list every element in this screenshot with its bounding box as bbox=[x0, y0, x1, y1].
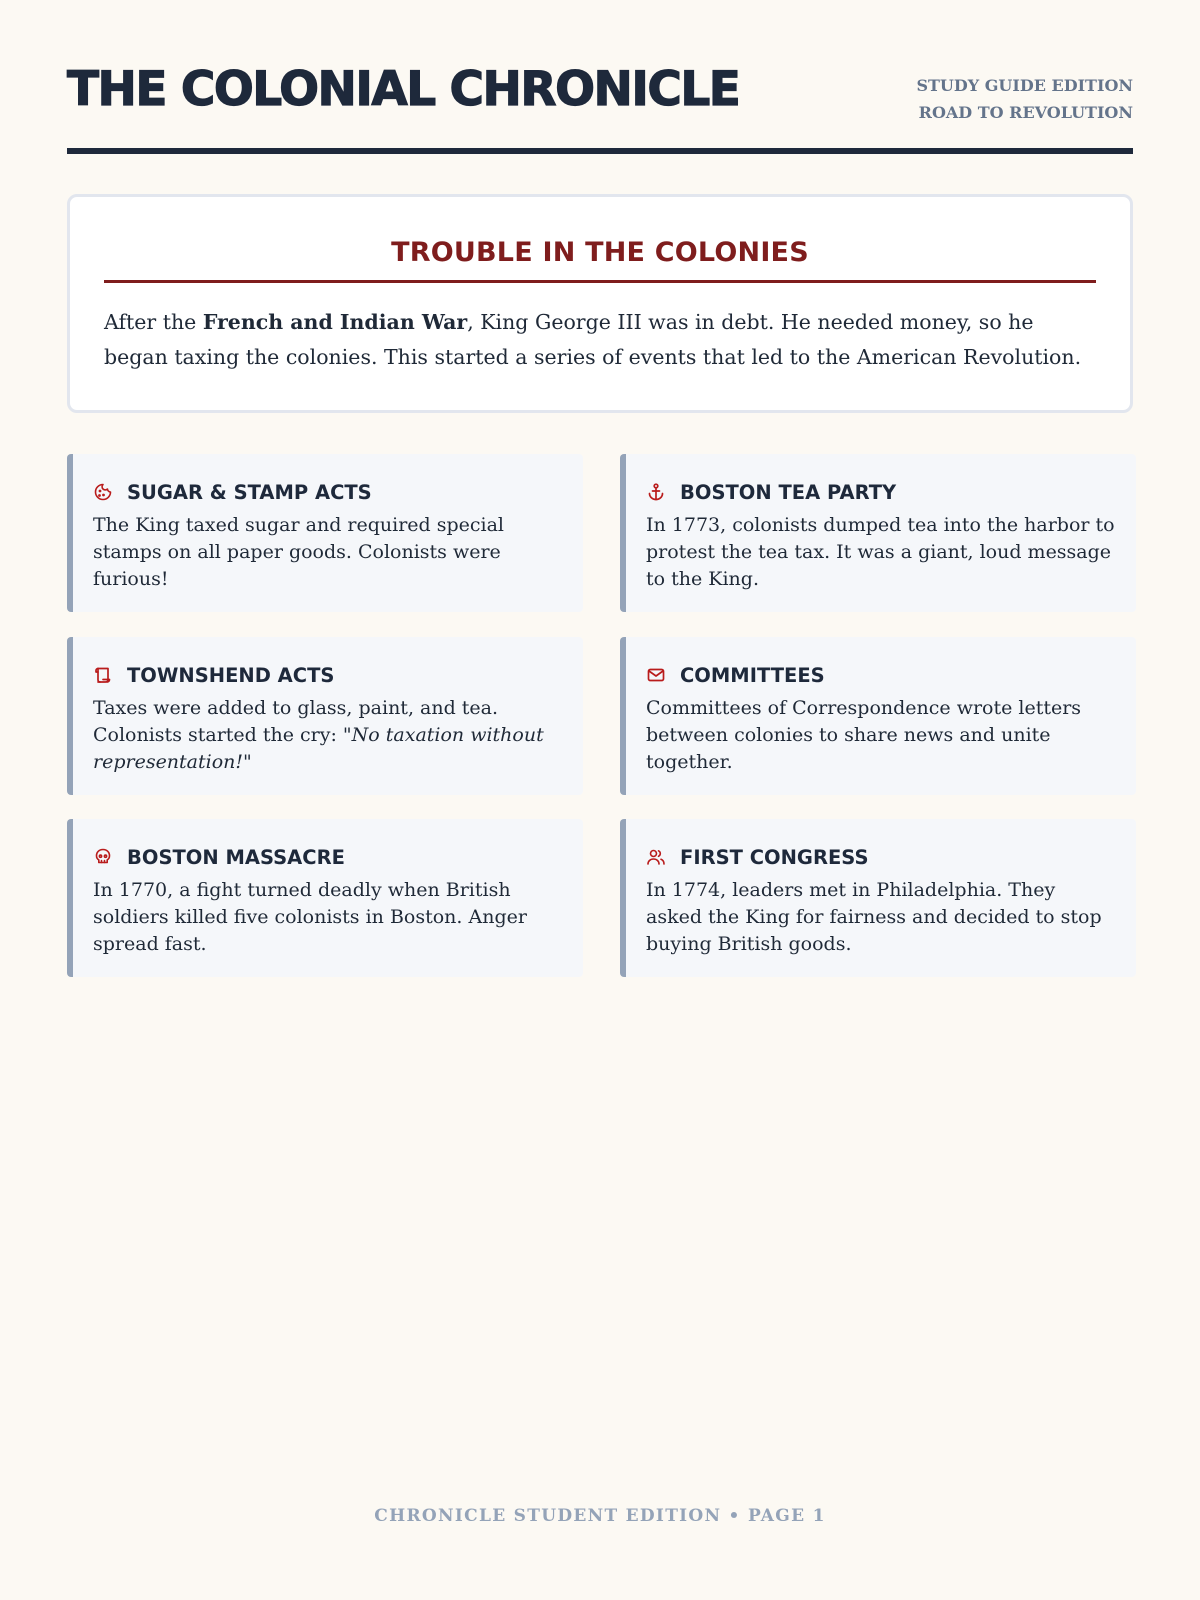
card-title: TOWNSHEND ACTS bbox=[127, 663, 335, 687]
skull-icon bbox=[93, 847, 113, 867]
card-townshend-acts bbox=[67, 637, 583, 795]
card-body: In 1770, a fight turned deadly when British soldiers killed five colonists in Boston. Anger spread fast. bbox=[93, 879, 527, 955]
intro-text-start: After the bbox=[104, 310, 203, 334]
mail-icon bbox=[646, 665, 666, 685]
masthead bbox=[67, 0, 1133, 154]
edition-subtitle: ROAD TO REVOLUTION bbox=[918, 103, 1133, 122]
card-body: In 1774, leaders met in Philadelphia. They asked the King for fairness and decided to stop buying British goods. bbox=[646, 879, 1102, 955]
intro-text-end: , King George III was in debt. He needed money, so he began taxing the colonies. This started a series of events that led to the American Revolution. bbox=[104, 310, 1082, 369]
card-title: SUGAR & STAMP ACTS bbox=[127, 480, 372, 504]
card-body: In 1773, colonists dumped tea into the harbor to protest the tea tax. It was a giant, loud message to the King. bbox=[646, 514, 1115, 590]
card-body: The King taxed sugar and required special stamps on all paper goods. Colonists were furious! bbox=[93, 514, 505, 590]
card-title: FIRST CONGRESS bbox=[680, 845, 869, 869]
newspaper-title: THE COLONIAL CHRONICLE bbox=[67, 62, 740, 117]
scroll-icon bbox=[93, 665, 113, 685]
card-boston-tea-party bbox=[620, 454, 1136, 612]
anchor-icon bbox=[646, 482, 666, 502]
card-body: Committees of Correspondence wrote letters between colonies to share news and unite together. bbox=[646, 697, 1082, 773]
card-body bbox=[93, 695, 563, 776]
card-quote: "No taxation without representation!" bbox=[93, 724, 544, 773]
card-body-text: Taxes were added to glass, paint, and tea. Colonists started the cry: bbox=[93, 697, 499, 746]
users-icon bbox=[646, 847, 666, 867]
page-footer: CHRONICLE STUDENT EDITION • PAGE 1 bbox=[374, 1506, 826, 1526]
edition-label: STUDY GUIDE EDITION bbox=[916, 76, 1133, 95]
intro-title: TROUBLE IN THE COLONIES bbox=[104, 239, 1096, 283]
card-committees bbox=[620, 637, 1136, 795]
card-first-congress bbox=[620, 819, 1136, 977]
card-sugar-stamp-acts bbox=[67, 454, 583, 612]
intro-text-emphasis: French and Indian War bbox=[202, 310, 468, 334]
card-title: COMMITTEES bbox=[680, 663, 825, 687]
intro-text bbox=[104, 305, 1096, 375]
edition-info bbox=[916, 72, 1133, 126]
card-title: BOSTON TEA PARTY bbox=[680, 480, 897, 504]
page bbox=[67, 0, 1133, 955]
cookie-icon bbox=[93, 482, 113, 502]
card-title: BOSTON MASSACRE bbox=[127, 845, 345, 869]
intro-box bbox=[67, 194, 1133, 413]
card-boston-massacre bbox=[67, 819, 583, 977]
